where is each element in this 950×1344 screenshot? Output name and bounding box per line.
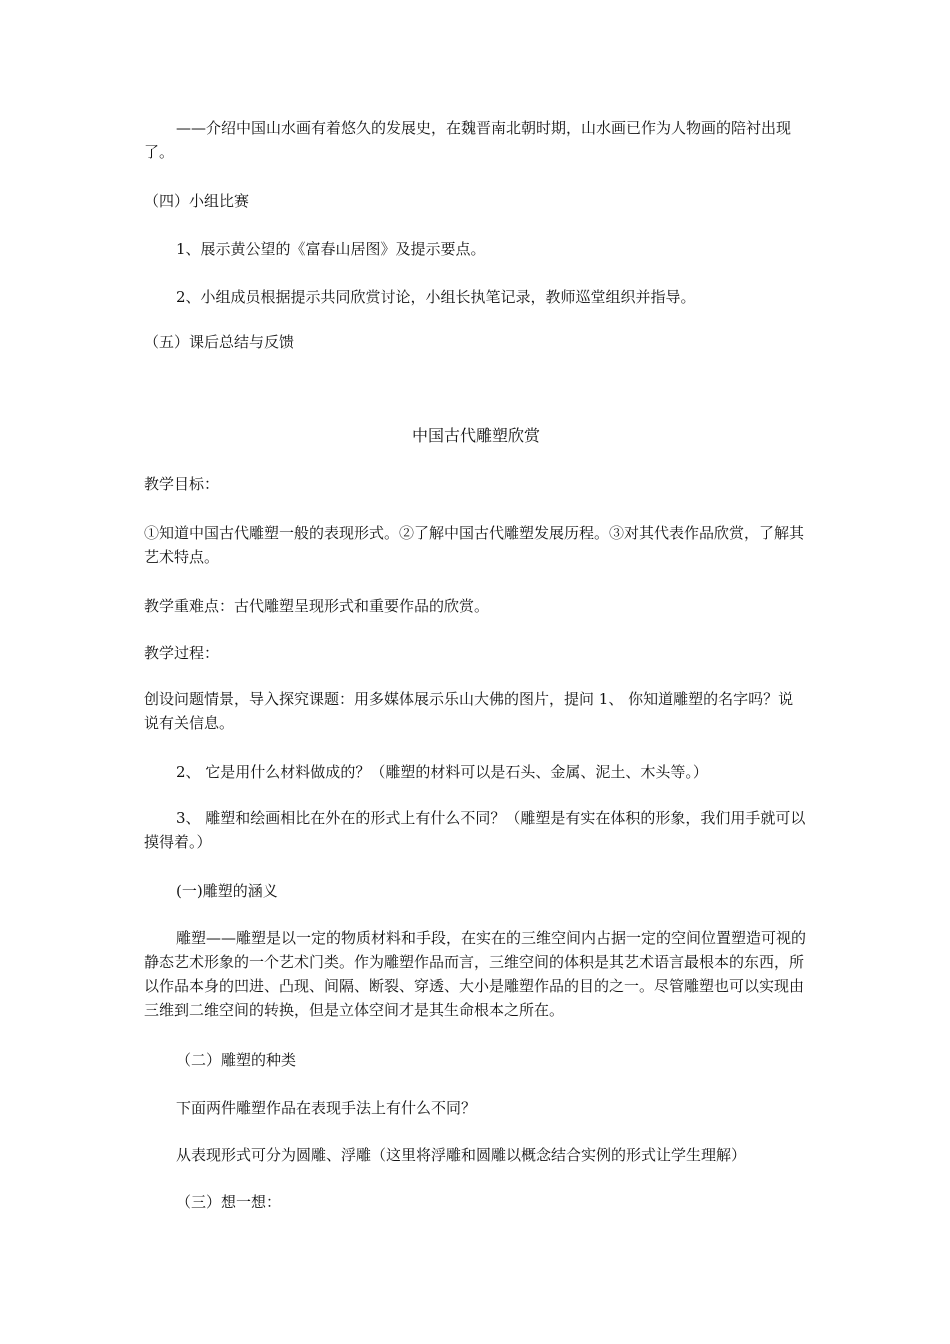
subsection-heading-3: （三）想一想： xyxy=(176,1193,282,1211)
list-item-1: 1、展示黄公望的《富春山居图》及提示要点。 xyxy=(176,240,486,258)
section-heading-5: （五）课后总结与反馈 xyxy=(144,333,295,351)
intro-paragraph: ——介绍中国山水画有着悠久的发展史，在魏晋南北朝时期，山水画已作为人物画的陪衬出现了。 xyxy=(144,119,792,161)
section-heading-4: （四）小组比赛 xyxy=(144,192,250,210)
question-difference: 下面两件雕塑作品在表现手法上有什么不同？ xyxy=(176,1099,477,1117)
key-points: 教学重难点：古代雕塑呈现形式和重要作品的欣赏。 xyxy=(144,597,490,615)
subsection-heading-2: （二）雕塑的种类 xyxy=(176,1051,297,1069)
goal-text: ①知道中国古代雕塑一般的表现形式。②了解中国古代雕塑发展历程。③对其代表作品欣赏，了解其艺术特点。 xyxy=(144,524,805,566)
question-3: 3、 雕塑和绘画相比在外在的形式上有什么不同？（雕塑是有实在体积的形象，我们用手就可以摸得着。） xyxy=(144,809,806,851)
question-2: 2、 它是用什么材料做成的？（雕塑的材料可以是石头、金属、泥土、木头等。） xyxy=(176,763,708,781)
forms-paragraph: 从表现形式可分为圆雕、浮雕（这里将浮雕和圆雕以概念结合实例的形式让学生理解） xyxy=(176,1146,747,1164)
subsection-heading-1: (一)雕塑的涵义 xyxy=(176,882,278,900)
scenario-paragraph: 创设问题情景，导入探究课题：用多媒体展示乐山大佛的图片，提问 1、 你知道雕塑的名字吗？说说有关信息。 xyxy=(144,690,794,732)
page-title: 中国古代雕塑欣赏 xyxy=(411,426,540,445)
goal-label: 教学目标： xyxy=(144,475,220,493)
list-item-2: 2、小组成员根据提示共同欣赏讨论，小组长执笔记录，教师巡堂组织并指导。 xyxy=(176,288,696,306)
definition-paragraph: 雕塑——雕塑是以一定的物质材料和手段，在实在的三维空间内占据一定的空间位置塑造可视的静态艺术形象的一个艺术门类。作为雕塑作品而言，三维空间的体积是其艺术语言最根本的东西，所以作品本身的凹进、凸现、间隔、断裂、穿透、大小是雕塑作品的目的之一。尽管雕塑也可以实现由三维到二维空间的转换，但是立体空间才是其生命根本之所在。 xyxy=(144,929,807,1019)
process-label: 教学过程： xyxy=(144,644,220,662)
